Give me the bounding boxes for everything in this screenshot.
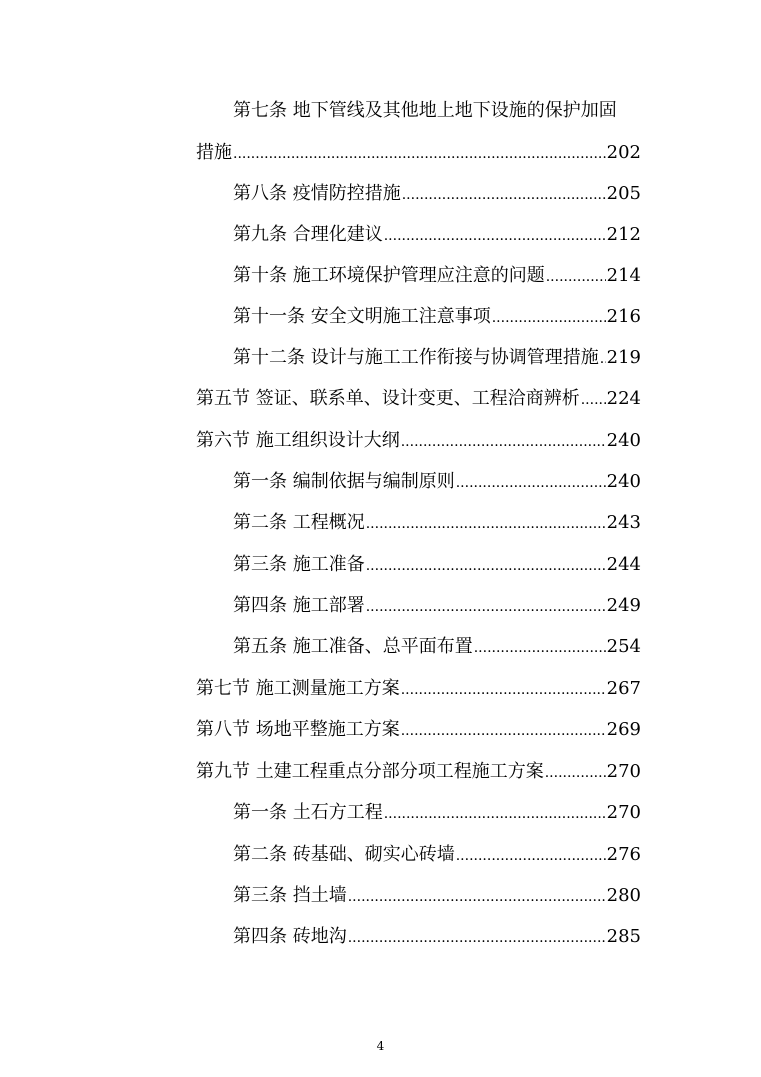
toc-entry[interactable]	[233, 508, 641, 538]
toc-entry[interactable]	[196, 757, 641, 787]
dot-leader	[348, 923, 606, 953]
toc-entry-title: 第五节 签证、联系单、设计变更、工程洽商辨析	[196, 388, 580, 409]
dot-leader	[348, 882, 606, 912]
toc-entry[interactable]	[233, 881, 641, 911]
toc-entry-title: 第三条 挡土墙	[233, 885, 347, 906]
toc-entry-page: 254	[606, 636, 641, 657]
dot-leader	[492, 303, 606, 333]
toc-entry-title: 第二条 工程概况	[233, 512, 365, 533]
toc-entry[interactable]	[196, 384, 641, 414]
toc-entry[interactable]	[196, 138, 641, 168]
toc-entry-title: 第八节 场地平整施工方案	[196, 719, 400, 740]
toc-entry-page: 285	[606, 926, 641, 947]
toc-entry[interactable]	[233, 261, 641, 291]
toc-entry-title: 第一条 编制依据与编制原则	[233, 471, 455, 492]
toc-entry[interactable]	[233, 840, 641, 870]
toc-entry[interactable]	[233, 550, 641, 580]
toc-entry-title: 第一条 土石方工程	[233, 802, 383, 823]
dot-leader	[600, 344, 606, 374]
toc-entry-title: 第二条 砖基础、砌实心砖墙	[233, 844, 455, 865]
dot-leader	[233, 139, 606, 169]
toc-entry-page: 219	[606, 347, 641, 368]
toc-entry-page: 244	[606, 554, 641, 575]
toc-entry-page: 202	[606, 142, 641, 163]
dot-leader	[546, 262, 606, 292]
toc-entry[interactable]	[196, 426, 641, 456]
toc-entry-title: 第九节 土建工程重点分部分项工程施工方案	[196, 761, 544, 782]
dot-leader	[384, 221, 606, 251]
toc-entry-title: 措施	[196, 142, 232, 163]
toc-entry-page: 276	[606, 844, 641, 865]
toc-entry[interactable]	[233, 591, 641, 621]
dot-leader	[366, 551, 606, 581]
toc-entry[interactable]	[233, 922, 641, 952]
toc-entry[interactable]	[233, 467, 641, 497]
toc-entry-title: 第五条 施工准备、总平面布置	[233, 636, 473, 657]
toc-entry-page: 249	[606, 595, 641, 616]
dot-leader	[456, 841, 606, 871]
toc-entry-page: 270	[606, 802, 641, 823]
toc-entry-page: 267	[606, 678, 641, 699]
toc-entry-page: 216	[606, 306, 641, 327]
toc-entry[interactable]	[233, 302, 641, 332]
toc-entry-page: 205	[606, 183, 641, 204]
toc-entry-page: 270	[606, 761, 641, 782]
dot-leader	[384, 799, 606, 829]
toc-entry[interactable]	[233, 96, 641, 126]
toc-entry-title: 第六节 施工组织设计大纲	[196, 430, 400, 451]
toc-entry-page: 214	[606, 265, 641, 286]
toc-entry-title: 第十一条 安全文明施工注意事项	[233, 306, 491, 327]
toc-entry-title: 第七节 施工测量施工方案	[196, 678, 400, 699]
toc-entry[interactable]	[233, 632, 641, 662]
toc-entry-title: 第十条 施工环境保护管理应注意的问题	[233, 265, 545, 286]
toc-entry-page: 212	[606, 224, 641, 245]
toc-entry-page: 269	[606, 719, 641, 740]
page-number: 4	[376, 1039, 385, 1053]
dot-leader	[581, 385, 606, 415]
toc-entry[interactable]	[233, 798, 641, 828]
dot-leader	[401, 716, 606, 746]
toc-entry[interactable]	[233, 220, 641, 250]
toc-entry-title: 第四条 砖地沟	[233, 926, 347, 947]
toc-entry-title: 第十二条 设计与施工工作衔接与协调管理措施	[233, 347, 599, 368]
toc-entry[interactable]	[233, 343, 641, 373]
dot-leader	[401, 427, 606, 457]
dot-leader	[366, 592, 606, 622]
dot-leader	[474, 633, 606, 663]
toc-entry-title: 第三条 施工准备	[233, 554, 365, 575]
toc-entry-page: 280	[606, 885, 641, 906]
toc-entry-page: 240	[606, 471, 641, 492]
toc-entry-page: 240	[606, 430, 641, 451]
toc-entry-title: 第八条 疫情防控措施	[233, 183, 401, 204]
toc-entry[interactable]	[196, 715, 641, 745]
toc-entry-title: 第四条 施工部署	[233, 595, 365, 616]
dot-leader	[545, 758, 606, 788]
toc-entry-page: 224	[606, 388, 641, 409]
toc-entry[interactable]	[233, 179, 641, 209]
toc-entry-title: 第七条 地下管线及其他地上地下设施的保护加固	[233, 100, 617, 121]
toc-entry-title: 第九条 合理化建议	[233, 224, 383, 245]
dot-leader	[402, 180, 606, 210]
dot-leader	[366, 509, 606, 539]
dot-leader	[401, 675, 606, 705]
dot-leader	[456, 468, 606, 498]
toc-entry[interactable]	[196, 674, 641, 704]
toc-entry-page: 243	[606, 512, 641, 533]
